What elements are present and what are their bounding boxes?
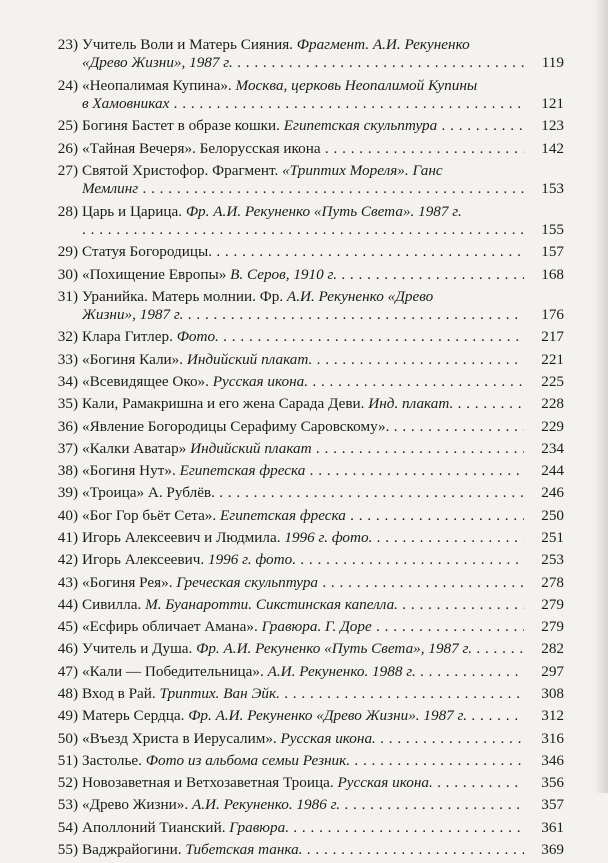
toc-entry xyxy=(0,551,608,569)
page-number: 155 xyxy=(524,221,564,239)
entry-caption: Застолье. xyxy=(82,751,142,769)
entry-title xyxy=(82,574,560,592)
entry-caption: Ваджрайогини. xyxy=(82,840,182,858)
page-number: 357 xyxy=(524,796,564,814)
toc-entry xyxy=(0,243,608,261)
page-number: 168 xyxy=(524,266,564,284)
entry-source: Гравюра. xyxy=(229,818,289,836)
entry-number: 48 ) xyxy=(22,685,78,703)
entry-caption: Уранийка. Матерь молнии. Фр. xyxy=(82,287,284,305)
entry-line xyxy=(0,596,608,614)
page-number: 346 xyxy=(524,752,564,770)
entry-title xyxy=(82,418,560,436)
page-number: 250 xyxy=(524,507,564,525)
entry-line-continued xyxy=(0,95,608,113)
entry-number: 25 ) xyxy=(22,117,78,135)
entry-source: Индийский плакат xyxy=(190,439,312,457)
entry-number: 43 ) xyxy=(22,574,78,592)
toc-entry xyxy=(0,266,608,284)
entry-caption: Учитель Воли и Матерь Сияния. xyxy=(82,36,293,53)
toc-entry xyxy=(0,36,608,73)
toc-entry xyxy=(0,162,608,199)
entry-source: Москва, церковь Неопалимой Купины xyxy=(235,76,478,94)
entry-caption: «Богиня Нут». xyxy=(82,462,176,480)
entry-caption: Матерь Сердца. xyxy=(82,707,185,725)
entry-caption: «Явление Богородицы Серафиму Саровскому». xyxy=(82,417,390,435)
entry-number: 28 ) xyxy=(22,203,78,221)
entry-line xyxy=(0,440,608,458)
toc-entry xyxy=(0,730,608,748)
entry-title xyxy=(82,707,560,725)
entry-source-text: Мемлинг xyxy=(82,180,139,198)
entry-title xyxy=(82,774,560,792)
page-number: 176 xyxy=(524,306,564,324)
entry-title xyxy=(82,243,560,261)
toc-entry xyxy=(0,819,608,837)
entry-number: 51 ) xyxy=(22,752,78,770)
entry-title xyxy=(82,529,560,547)
entry-title xyxy=(82,618,560,636)
entry-caption: «Троица» А. Рублёв. xyxy=(82,484,215,502)
entry-source: Тибетская танка. xyxy=(185,840,303,858)
entry-source-continued xyxy=(82,180,560,198)
entry-number: 39 ) xyxy=(22,484,78,502)
page-number: 157 xyxy=(524,243,564,261)
entry-source: Индийский плакат. xyxy=(186,350,313,368)
entry-caption: Клара Гитлер. xyxy=(82,328,173,346)
entry-source: В. Серов, 1910 г. xyxy=(230,265,338,283)
entry-title xyxy=(82,484,560,502)
entry-title xyxy=(82,663,560,681)
entry-line xyxy=(0,462,608,480)
entry-source: М. Буанаротти. Сикстинская капелла. xyxy=(145,595,398,613)
entry-line xyxy=(0,841,608,859)
page-number: 308 xyxy=(524,685,564,703)
page-number: 234 xyxy=(524,440,564,458)
illustrations-list xyxy=(0,36,608,863)
entry-number: 23 ) xyxy=(22,36,78,54)
entry-line xyxy=(0,574,608,592)
toc-entry xyxy=(0,774,608,792)
entry-line xyxy=(0,162,608,180)
entry-source-continued xyxy=(82,221,560,239)
entry-source: Фр. А.И. Рекуненко «Путь Света». 1987 г. xyxy=(185,202,462,220)
entry-source: Триптих. Ван Эйк. xyxy=(159,684,280,702)
entry-number: 38 ) xyxy=(22,462,78,480)
entry-line xyxy=(0,351,608,369)
entry-caption: Царь и Царица. xyxy=(82,202,183,220)
entry-source: Гравюра. Г. Доре xyxy=(261,618,372,636)
entry-source: Инд. плакат. xyxy=(368,395,454,413)
entry-source: Фр. А.И. Рекуненко «Путь Света», 1987 г. xyxy=(196,640,473,658)
entry-source: 1996 г. фото. xyxy=(284,529,373,547)
entry-number: 26 ) xyxy=(22,140,78,158)
entry-number: 29 ) xyxy=(22,243,78,261)
entry-source: Египетская скульптура xyxy=(283,117,438,135)
entry-title xyxy=(82,140,560,158)
entry-line xyxy=(0,484,608,502)
entry-title xyxy=(82,752,560,770)
entry-line xyxy=(0,140,608,158)
entry-number: 41 ) xyxy=(22,529,78,547)
toc-entry xyxy=(0,77,608,114)
page-number: 297 xyxy=(524,663,564,681)
entry-line xyxy=(0,529,608,547)
page-number: 228 xyxy=(524,395,564,413)
entry-caption: «Древо Жизни». xyxy=(82,796,189,814)
entry-line xyxy=(0,618,608,636)
entry-line-continued xyxy=(0,180,608,198)
entry-line xyxy=(0,288,608,306)
entry-source: 1996 г. фото. xyxy=(207,551,296,569)
entry-source: Фото. xyxy=(176,328,219,346)
page-number: 225 xyxy=(524,373,564,391)
entry-line xyxy=(0,663,608,681)
entry-line-continued xyxy=(0,54,608,72)
entry-caption: Богиня Бастет в образе кошки. xyxy=(82,117,280,135)
toc-entry xyxy=(0,596,608,614)
page-number: 121 xyxy=(524,95,564,113)
entry-number: 30 ) xyxy=(22,266,78,284)
entry-line xyxy=(0,819,608,837)
entry-caption: «Кали — Победительница». xyxy=(82,662,264,680)
entry-caption: «Бог Гор бьёт Сета». xyxy=(82,506,217,524)
entry-source-continued xyxy=(82,54,560,72)
entry-number: 50 ) xyxy=(22,730,78,748)
entry-source-continued xyxy=(82,306,560,324)
entry-line xyxy=(0,507,608,525)
entry-caption: «Есфирь обличает Амана». xyxy=(82,618,258,636)
entry-line xyxy=(0,328,608,346)
entry-source: Египетская фреска xyxy=(220,506,346,524)
entry-number: 32 ) xyxy=(22,328,78,346)
entry-title xyxy=(82,841,560,859)
entry-number: 36 ) xyxy=(22,418,78,436)
entry-line xyxy=(0,685,608,703)
entry-number: 54 ) xyxy=(22,819,78,837)
toc-entry xyxy=(0,418,608,436)
entry-title xyxy=(82,507,560,525)
entry-number: 47 ) xyxy=(22,663,78,681)
entry-title xyxy=(82,162,560,180)
entry-number: 49 ) xyxy=(22,707,78,725)
page-number: 221 xyxy=(524,351,564,369)
entry-caption: Игорь Алексеевич и Людмила. xyxy=(82,529,281,547)
entry-source: Русская икона. xyxy=(280,729,376,747)
entry-source: «Триптих Мореля». Ганс xyxy=(282,161,443,179)
entry-line xyxy=(0,418,608,436)
toc-entry xyxy=(0,640,608,658)
entry-number: 37 ) xyxy=(22,440,78,458)
toc-entry xyxy=(0,351,608,369)
entry-title xyxy=(82,117,560,135)
entry-line xyxy=(0,796,608,814)
entry-caption: «Всевидящее Око». xyxy=(82,373,209,391)
toc-entry xyxy=(0,117,608,135)
entry-title xyxy=(82,351,560,369)
entry-source-continued xyxy=(82,95,560,113)
entry-source: Греческая скульптура xyxy=(176,573,319,591)
toc-entry xyxy=(0,140,608,158)
toc-entry xyxy=(0,440,608,458)
page-number: 217 xyxy=(524,328,564,346)
entry-number: 45 ) xyxy=(22,618,78,636)
entry-title xyxy=(82,266,560,284)
entry-caption: «Богиня Рея». xyxy=(82,573,173,591)
entry-caption: Святой Христофор. Фрагмент. xyxy=(82,161,279,179)
page-number: 229 xyxy=(524,418,564,436)
entry-caption: Учитель и Душа. xyxy=(82,640,193,658)
page-number: 279 xyxy=(524,596,564,614)
entry-line xyxy=(0,266,608,284)
toc-entry xyxy=(0,288,608,325)
entry-source: Русская икона. xyxy=(212,373,309,391)
entry-caption: Кали, Рамакришна и его жена Сарада Деви. xyxy=(82,395,365,413)
entry-caption: Новозаветная и Ветхозаветная Троица. xyxy=(82,774,334,792)
toc-entry xyxy=(0,484,608,502)
toc-entry xyxy=(0,707,608,725)
toc-entry xyxy=(0,574,608,592)
toc-entry xyxy=(0,752,608,770)
entry-number: 42 ) xyxy=(22,551,78,569)
entry-title xyxy=(82,395,560,413)
toc-entry xyxy=(0,685,608,703)
toc-entry xyxy=(0,462,608,480)
toc-entry xyxy=(0,663,608,681)
entry-title xyxy=(82,730,560,748)
entry-line xyxy=(0,551,608,569)
page-number: 251 xyxy=(524,529,564,547)
entry-title xyxy=(82,440,560,458)
entry-title xyxy=(82,596,560,614)
entry-line xyxy=(0,752,608,770)
entry-caption: Статуя Богородицы. xyxy=(82,243,213,261)
entry-source: Фото из альбома семьи Резник. xyxy=(145,751,351,769)
toc-entry xyxy=(0,841,608,859)
toc-entry xyxy=(0,618,608,636)
toc-entry xyxy=(0,507,608,525)
page-number: 312 xyxy=(524,707,564,725)
entry-source-text: Жизни», 1987 г. xyxy=(82,306,184,324)
entry-line xyxy=(0,640,608,658)
entry-line xyxy=(0,707,608,725)
entry-line xyxy=(0,373,608,391)
entry-line-continued xyxy=(0,306,608,324)
entry-title xyxy=(82,796,560,814)
entry-line xyxy=(0,203,608,221)
entry-source: Русская икона. xyxy=(337,774,433,792)
entry-number: 40 ) xyxy=(22,507,78,525)
entry-caption: «Тайная Вечеря». Белорусская икона xyxy=(82,139,321,157)
entry-number: 34 ) xyxy=(22,373,78,391)
page-number: 153 xyxy=(524,180,564,198)
page-number: 119 xyxy=(524,54,564,72)
entry-number: 46 ) xyxy=(22,640,78,658)
entry-line xyxy=(0,395,608,413)
entry-line xyxy=(0,243,608,261)
page-number: 278 xyxy=(524,574,564,592)
entry-title xyxy=(82,77,560,95)
toc-entry xyxy=(0,328,608,346)
page-number: 246 xyxy=(524,484,564,502)
entry-line xyxy=(0,36,608,54)
page-number: 123 xyxy=(524,117,564,135)
entry-title xyxy=(82,203,560,221)
entry-number: 53 ) xyxy=(22,796,78,814)
entry-caption: Сивилла. xyxy=(82,595,142,613)
entry-title xyxy=(82,640,560,658)
page-number: 282 xyxy=(524,640,564,658)
entry-number: 44 ) xyxy=(22,596,78,614)
entry-number: 24 ) xyxy=(22,77,78,95)
entry-source: Фрагмент. А.И. Рекуненко xyxy=(296,36,470,53)
entry-source: Египетская фреска xyxy=(179,462,306,480)
toc-entry xyxy=(0,395,608,413)
entry-title xyxy=(82,685,560,703)
page-number: 361 xyxy=(524,819,564,837)
entry-caption: Вход в Рай. xyxy=(82,684,156,702)
entry-source-text: «Древо Жизни», 1987 г. xyxy=(82,54,233,72)
entry-caption: «Калки Аватар» xyxy=(82,439,187,457)
entry-source: А.И. Рекуненко. 1986 г. xyxy=(191,796,341,814)
page-number: 369 xyxy=(524,841,564,859)
page-number: 356 xyxy=(524,774,564,792)
entry-line xyxy=(0,77,608,95)
page-number: 244 xyxy=(524,462,564,480)
entry-caption: «Похищение Европы» xyxy=(82,265,227,283)
entry-source: Фр. А.И. Рекуненко «Древо Жизни». 1987 г. xyxy=(188,707,468,725)
entry-number: 52 ) xyxy=(22,774,78,792)
entry-caption: Игорь Алексеевич. xyxy=(82,551,205,569)
page-number: 279 xyxy=(524,618,564,636)
entry-source: А.И. Рекуненко «Древо xyxy=(286,287,434,305)
entry-source-text: в Хамовниках xyxy=(82,95,170,113)
entry-source: А.И. Рекуненко. 1988 г. xyxy=(267,662,416,680)
entry-title xyxy=(82,373,560,391)
entry-line xyxy=(0,730,608,748)
entry-caption: «Богиня Кали». xyxy=(82,350,184,368)
entry-title xyxy=(82,819,560,837)
entry-line-continued xyxy=(0,221,608,239)
entry-number: 33 ) xyxy=(22,351,78,369)
page-number: 316 xyxy=(524,730,564,748)
entry-title xyxy=(82,288,560,306)
entry-number: 27 ) xyxy=(22,162,78,180)
toc-entry xyxy=(0,373,608,391)
entry-line xyxy=(0,117,608,135)
entry-line xyxy=(0,774,608,792)
entry-number: 35 ) xyxy=(22,395,78,413)
entry-title xyxy=(82,36,560,54)
entry-caption: «Неопалимая Купина». xyxy=(82,76,232,94)
entry-title xyxy=(82,551,560,569)
entry-title xyxy=(82,328,560,346)
entry-number: 31 ) xyxy=(22,288,78,306)
entry-caption: «Въезд Христа в Иерусалим». xyxy=(82,729,277,747)
toc-entry xyxy=(0,796,608,814)
page-number: 142 xyxy=(524,140,564,158)
page-number: 253 xyxy=(524,551,564,569)
toc-entry xyxy=(0,529,608,547)
entry-number: 55 ) xyxy=(22,841,78,859)
entry-caption: Аполлоний Тианский. xyxy=(82,818,226,836)
toc-entry xyxy=(0,203,608,240)
entry-title xyxy=(82,462,560,480)
